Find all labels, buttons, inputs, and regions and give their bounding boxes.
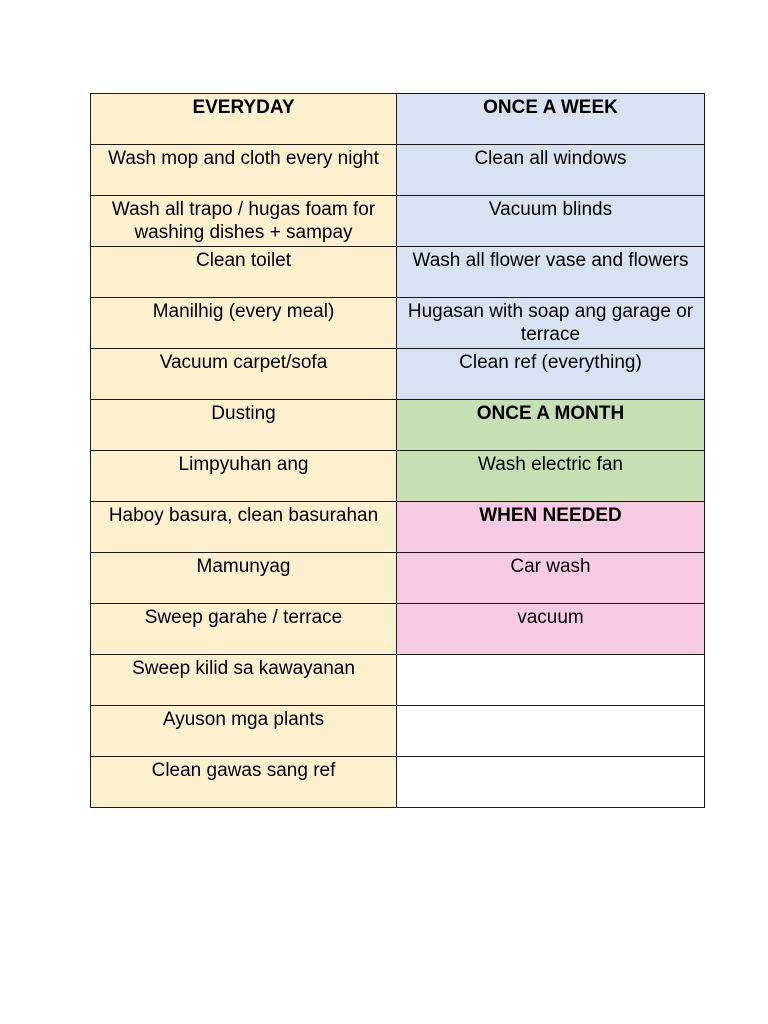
everyday-cell [91, 196, 397, 247]
when-needed-cell [397, 553, 705, 604]
chore-label: Vacuum blinds [488, 199, 613, 220]
chore-label: Sweep kilid sa kawayanan [132, 658, 355, 679]
chore-label: Hugasan with soap ang garage or terrace [407, 301, 694, 345]
everyday-cell [91, 655, 397, 706]
once-a-week-cell [397, 196, 705, 247]
everyday-cell [91, 298, 397, 349]
table-row [91, 706, 705, 757]
chore-label: Sweep garahe / terrace [144, 607, 343, 628]
everyday-cell [91, 94, 397, 145]
once-a-week-cell [397, 349, 705, 400]
table-row [91, 400, 705, 451]
once-a-week-cell [397, 94, 705, 145]
everyday-cell [91, 706, 397, 757]
chore-label: Limpyuhan ang [178, 454, 309, 475]
everyday-cell [91, 604, 397, 655]
section-header-label: ONCE A MONTH [476, 403, 625, 424]
column-header-label: EVERYDAY [192, 97, 295, 118]
table-row [91, 553, 705, 604]
chore-label: Dusting [211, 403, 276, 424]
chore-label: Wash mop and cloth every night [108, 148, 379, 169]
chore-label: Wash electric fan [477, 454, 623, 475]
table-row [91, 502, 705, 553]
empty-cell [397, 706, 705, 757]
chore-label: Clean all windows [474, 148, 627, 169]
everyday-cell [91, 145, 397, 196]
section-header-label: WHEN NEEDED [479, 505, 622, 526]
table-row [91, 145, 705, 196]
table-row [91, 604, 705, 655]
empty-cell [397, 655, 705, 706]
table-row [91, 298, 705, 349]
everyday-cell [91, 757, 397, 808]
chore-table-body [91, 94, 705, 808]
table-row [91, 757, 705, 808]
table-row [91, 94, 705, 145]
table-row [91, 655, 705, 706]
chore-schedule-table [90, 93, 705, 808]
once-a-month-cell [397, 451, 705, 502]
once-a-week-cell [397, 145, 705, 196]
everyday-cell [91, 553, 397, 604]
chore-label: Manilhig (every meal) [152, 301, 335, 322]
chore-label: Clean ref (everything) [459, 352, 642, 373]
chore-label: Clean gawas sang ref [151, 760, 336, 781]
chore-label: vacuum [517, 607, 584, 628]
when-needed-cell [397, 502, 705, 553]
chore-label [401, 757, 700, 759]
everyday-cell [91, 400, 397, 451]
everyday-cell [91, 451, 397, 502]
chore-label: Car wash [510, 556, 591, 577]
chore-label: Wash all trapo / hugas foam for washing dishes + sampay [111, 199, 376, 243]
everyday-cell [91, 502, 397, 553]
once-a-month-cell [397, 400, 705, 451]
table-row [91, 196, 705, 247]
chore-label: Mamunyag [196, 556, 291, 577]
chore-label [401, 655, 700, 657]
chore-label [401, 706, 700, 708]
table-row [91, 247, 705, 298]
section-header-label: ONCE A WEEK [483, 97, 618, 118]
once-a-week-cell [397, 247, 705, 298]
everyday-cell [91, 349, 397, 400]
chore-label: Wash all flower vase and flowers [412, 250, 689, 271]
chore-label: Clean toilet [195, 250, 292, 271]
everyday-cell [91, 247, 397, 298]
empty-cell [397, 757, 705, 808]
chore-label: Haboy basura, clean basurahan [108, 505, 379, 526]
chore-label: Ayuson mga plants [162, 709, 325, 730]
table-row [91, 349, 705, 400]
when-needed-cell [397, 604, 705, 655]
table-row [91, 451, 705, 502]
once-a-week-cell [397, 298, 705, 349]
chore-label: Vacuum carpet/sofa [159, 352, 328, 373]
